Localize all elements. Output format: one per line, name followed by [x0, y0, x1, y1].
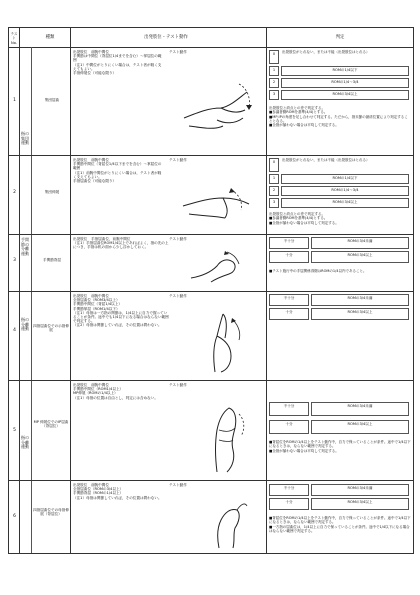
row-6-type: 四指屈曲位での母指伸展（背屈位）	[33, 508, 69, 517]
row-1-level-key-2: 2	[269, 78, 279, 88]
row-2-note: 出発肢位と終点との差で判定する。 ■参議者側ROMを基準(4/4)とする。 ■全指が揃わない場合は平均して判定する。	[269, 212, 339, 225]
row-5-type: MP 伸展位でのIP屈曲（背屈位）	[33, 420, 69, 429]
row-6-level-key-1: 不十分	[269, 484, 309, 496]
row-6-action: 出発肢位 前腕中間位 全指屈曲位（ROMの3/4以上） 手関節背屈（ROMの1/4以上） （注1）母指は関節していれば，その位置は問わない。	[73, 483, 162, 500]
row-2-level-label-1: ROMの1/4以下	[281, 174, 409, 184]
row-4-level-key-2: 十分	[269, 308, 309, 320]
row-2-hand-illustration	[179, 176, 259, 231]
row-2-number: 2	[13, 190, 16, 195]
header-type: 種類	[45, 35, 55, 40]
row-5-level-key-1: 不十分	[269, 402, 309, 416]
group-label-finger-5: 指の分離運動	[21, 435, 29, 450]
row-1-hand-illustration	[179, 68, 259, 138]
group-label-wrist: 手関節の分離運動	[21, 237, 29, 256]
row-6-level-key-2: 十分	[269, 498, 309, 510]
row-3-type: 手関節背屈	[43, 258, 61, 262]
row-2-action-title: テスト動作	[169, 158, 187, 162]
row-3-level-label-2: ROMの3/4以上	[311, 251, 409, 263]
group-label-collective: 指の集団運動	[21, 131, 29, 146]
row-1-level-key-top: 0	[269, 50, 279, 64]
group-label-finger-4: 指の分離運動	[21, 317, 29, 332]
row-3-number: 3	[13, 258, 16, 263]
row-2-level-label-2: ROMの1/4〜3/4	[281, 186, 409, 196]
row-divider-5	[9, 480, 413, 481]
row-divider-4	[9, 380, 413, 381]
row-5-note: ■背屈位をROMの1/4以上をテスト動作中，自力で保っていることが条件。途中で1/4以下になるときは，ならない範囲で判定する。 ■全指が揃わない場合は平均して判定する。	[269, 440, 411, 453]
row-3-level-key-2: 十分	[269, 251, 309, 263]
row-4-number: 4	[13, 328, 16, 333]
row-1-judge-top: 出発肢位がとれない，または不能（出発肢位はとれる）	[282, 50, 370, 54]
row-5-hand-illustration	[203, 400, 253, 476]
row-6-note: ■背屈位をROMの1/4以上をテスト動作中，自力で保っていることが条件。途中で1/4以下になるときは，ならない範囲で判定する。 ■一方指の屈曲位は，1/4以上に自力で保っていることが条件。途中で1/4以下になる場合はならない範囲で判定する。	[269, 516, 411, 533]
row-6-number: 6	[13, 514, 16, 519]
row-2-level-key-1: 1	[269, 174, 279, 184]
row-1-level-key-3: 3	[269, 90, 279, 100]
row-1-level-label-2: ROMの1/4〜3/4	[281, 78, 409, 88]
row-4-hand-illustration	[199, 310, 249, 376]
row-5-level-label-2: ROMの3/4以上	[311, 420, 409, 434]
row-6-level-label-2: ROMの3/4以上	[311, 498, 409, 510]
row-divider-2	[9, 234, 413, 235]
row-1-type: 集団屈曲	[44, 98, 60, 102]
assessment-sheet	[8, 27, 414, 554]
row-2-level-key-top: 0	[269, 158, 279, 172]
row-1-note: 出発肢位と終点との差で判定する。 ■参議者側ROMを基準(4/4)とする。 ■MP,IPの角度を足し合わせて判定する。ただから，指末節の最終位置により判定することとなる。 ■全指が揃わない場合は平均して判定する。	[269, 106, 408, 128]
row-2-level-key-3: 3	[269, 198, 279, 208]
row-4-action-title: テスト動作	[169, 294, 187, 298]
row-6-action-title: テスト動作	[169, 483, 187, 487]
row-1-number: 1	[13, 98, 16, 103]
header-action: 出発肢位・テスト動作	[144, 35, 188, 40]
row-2-level-key-2: 2	[269, 186, 279, 196]
row-6-hand-illustration	[207, 498, 253, 550]
row-2-judge-top: 出発肢位がとれない，または不能（出発肢位はとれる）	[282, 158, 370, 162]
col-divider-group	[31, 47, 32, 553]
row-3-action: 出発肢位 手指屈曲位，前腕中間位 （注1）手指屈曲位ROM1/4以上であればよく，指の先の上につき，手指は机の面から少し浮かしておく。	[73, 237, 169, 250]
row-1-level-key-1: 1	[269, 66, 279, 76]
row-5-action-title: テスト動作	[169, 383, 187, 387]
row-3-level-label-1: ROMの3/4未満	[311, 237, 409, 249]
row-5-level-label-1: ROMの3/4未満	[311, 402, 409, 416]
header-judge: 判定	[335, 35, 345, 40]
row-1-level-label-3: ROMの3/4以上	[281, 90, 409, 100]
row-3-note: ■テスト施行中の手屈関係得側はROMの1/4以内であること。	[269, 269, 367, 273]
row-6-level-label-1: ROMの3/4未満	[311, 484, 409, 496]
row-4-type: 四指屈曲位での示指伸展	[33, 324, 69, 333]
row-divider-1	[9, 155, 413, 156]
row-divider-3	[9, 291, 413, 292]
row-5-action: 出発肢位 前腕中間位 手関節中間位（ROM1/4以上） MP伸展（ROMの1/4以上） （注1）母指の位置は自由とし，判定には含めない。	[73, 383, 158, 400]
row-1-action: 出発肢位 前腕中間位 手関節は中間位（背屈位1/4までを含む）〜掌屈位の範囲 （注1）中間位がとりにくい場合は，テスト者が軽く支えてもよい。 手指伸展位（可能な限り）	[73, 50, 162, 76]
row-1-action-title: テスト動作	[169, 50, 187, 54]
row-3-level-key-1: 不十分	[269, 237, 309, 249]
header-test-no: テスト No.	[10, 32, 18, 45]
row-2-action: 出発肢位 前腕中間位 手関節中間位（背屈位1/4以下までを含む）〜掌屈位の範囲 （注1）前腕中間位がとりにくい場合は，テスト者が軽く支えてもよい。 手指屈曲位（可能な限り）	[73, 158, 162, 184]
row-5-number: 5	[13, 428, 16, 433]
row-2-level-label-3: ROMの3/4以上	[281, 198, 409, 208]
row-3-action-title: テスト動作	[169, 237, 187, 241]
row-4-action: 出発肢位 前腕中間位 全指屈曲位（ROM3/4以上） 手関節中間位（背屈1/4以上） 手関節掌屈（ROM1/4以下） （注1）母指は一方指の関節は，1/4以上に自力で握っていることが条件。途中でも1/4以下になる場合はならない範囲で判定する。 （注2）母指は関節していれば，その位置は問わない。	[73, 294, 169, 328]
row-5-level-key-2: 十分	[269, 420, 309, 434]
row-4-level-label-1: ROMの3/4未満	[311, 294, 409, 306]
row-3-hand-illustration	[187, 248, 247, 288]
row-2-type: 集団伸展	[44, 190, 60, 194]
row-4-level-label-2: ROMの3/4以上	[311, 308, 409, 320]
row-4-level-key-1: 不十分	[269, 294, 309, 306]
row-1-level-label-1: ROMの1/4以下	[281, 66, 409, 76]
